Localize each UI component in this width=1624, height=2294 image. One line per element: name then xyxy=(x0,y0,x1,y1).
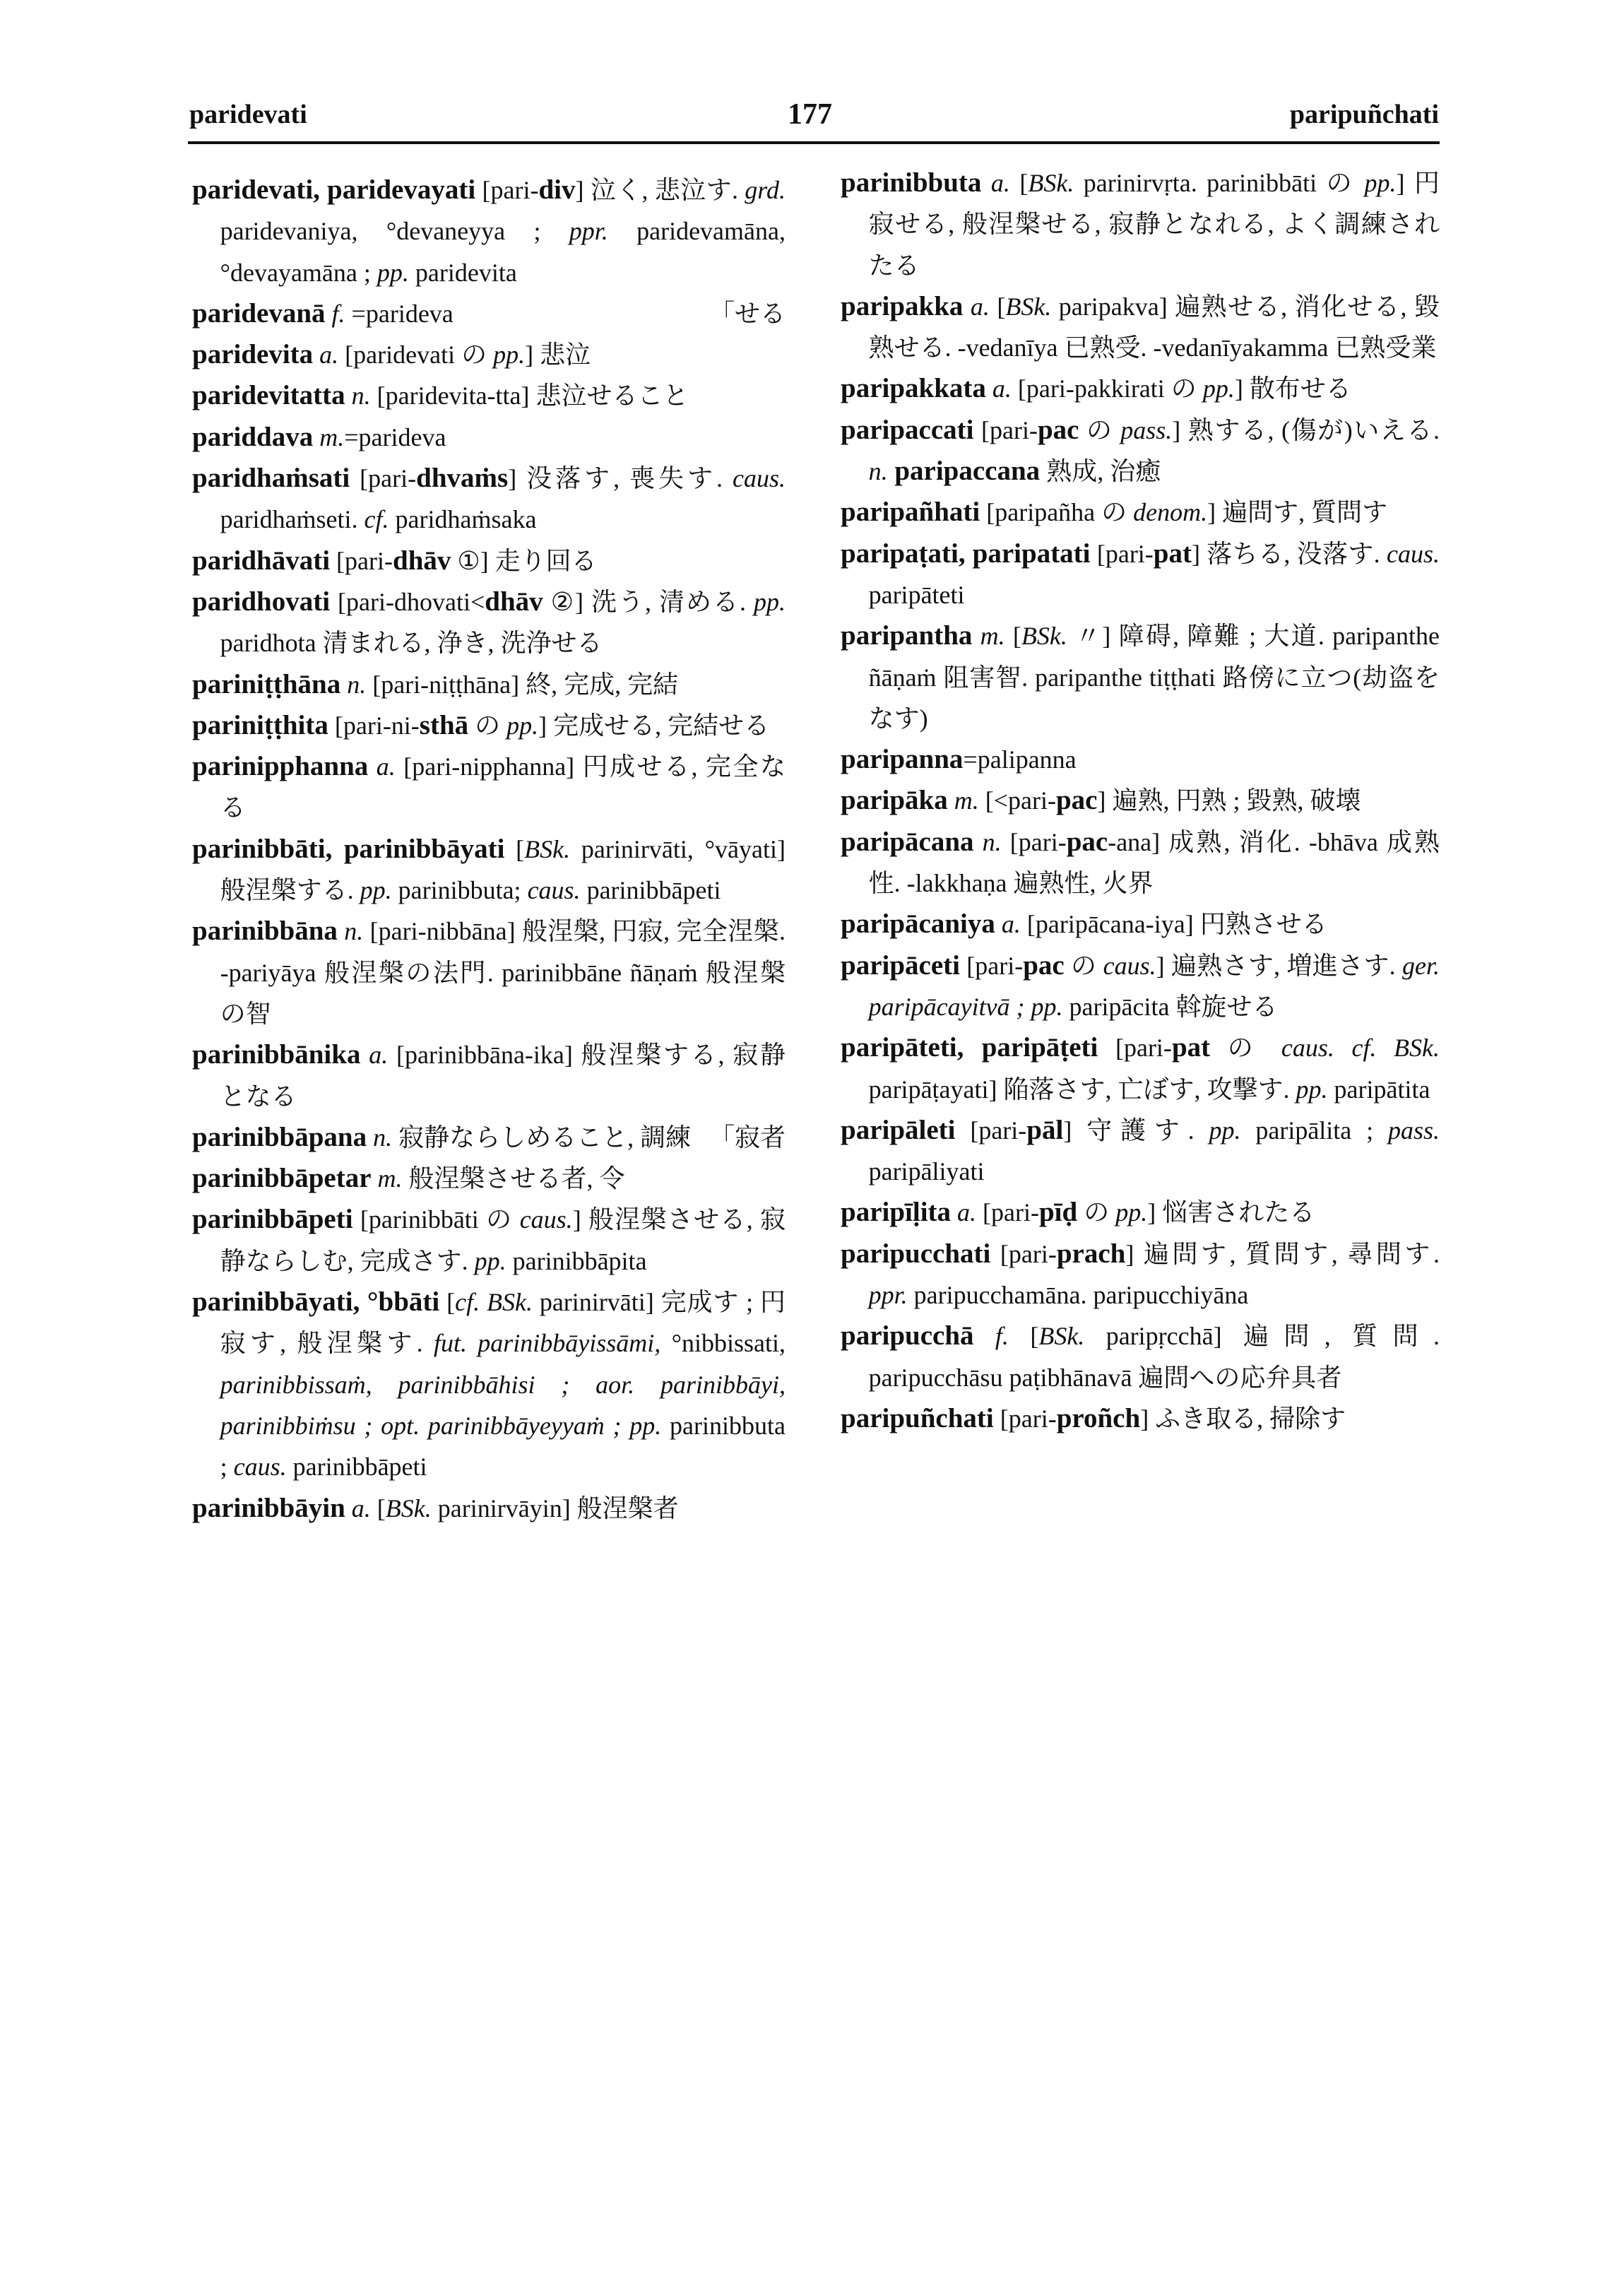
definition-text: ①] 走り回る xyxy=(451,546,597,575)
dictionary-entry xyxy=(192,1282,786,1487)
grammar-abbrev: ppr. xyxy=(569,217,608,246)
definition-text: ] 遍問す, 質問す, 尋問す. xyxy=(1125,1239,1440,1268)
headword: dhāv xyxy=(393,545,451,576)
definition-text: paripācita 斡旋せる xyxy=(1062,992,1278,1021)
headword: prach xyxy=(1056,1238,1126,1269)
dictionary-entry xyxy=(841,1398,1440,1439)
dictionary-entry xyxy=(841,533,1440,616)
definition-text: [paridevati の xyxy=(338,341,494,369)
grammar-abbrev: BSk. xyxy=(524,834,571,863)
definition-text: [ xyxy=(1004,622,1021,651)
dictionary-entry xyxy=(841,739,1440,780)
definition-text: ] 般涅槃させる, 寂静ならしむ, 完成さす. xyxy=(220,1205,786,1275)
dictionary-entry xyxy=(192,746,786,829)
dictionary-entry xyxy=(192,417,786,458)
definition-text: parinibbāpita xyxy=(506,1246,647,1275)
header-rule xyxy=(188,141,1440,144)
headword: paripaccati xyxy=(841,414,974,445)
definition-text: paridevita xyxy=(408,258,517,287)
grammar-abbrev: a. xyxy=(368,752,396,781)
definition-text: parinirvāyin] 般涅槃者 xyxy=(431,1494,679,1523)
definition-text: 般涅槃させる者, 令 xyxy=(402,1164,625,1193)
grammar-abbrev: pp. xyxy=(493,341,526,369)
grammar-abbrev: caus. xyxy=(519,1205,573,1234)
definition-text: paripāliyati xyxy=(868,1157,985,1186)
definition-text: [pari- xyxy=(955,1116,1027,1145)
grammar-abbrev: cf. xyxy=(364,505,389,534)
definition-text: [pari- xyxy=(1098,1034,1172,1063)
grammar-abbrev: pp. xyxy=(474,1246,506,1275)
definition-text: paripakva] 遍熟せる, 消化せる, 毀熟せる. -vedanīya 已熟受. -vedanīyakamma 已熟受業 xyxy=(868,292,1440,362)
definition-text: [ xyxy=(439,1288,456,1317)
definition-text: paripātita xyxy=(1327,1075,1430,1104)
definition-text: paripucchamāna. paripucchiyāna xyxy=(907,1281,1249,1310)
grammar-abbrev: fut. parinibbāyissāmi, xyxy=(433,1329,661,1358)
dictionary-entry xyxy=(192,1488,786,1529)
definition-text: parinirvāti] 完成す ; 円寂す, 般涅槃す. xyxy=(220,1288,786,1358)
grammar-abbrev: n. xyxy=(367,1123,393,1152)
definition-text: -ana] 成熟, 消化. -bhāva 成熟性. -lakkhaṇa 遍熟性, 火界 xyxy=(868,827,1440,898)
headword: div xyxy=(538,175,576,205)
dictionary-entry xyxy=(192,664,786,705)
grammar-abbrev: m. xyxy=(972,622,1005,651)
headword: paripuñchati xyxy=(841,1402,994,1433)
dictionary-entry xyxy=(841,1234,1440,1316)
grammar-abbrev: m. xyxy=(313,422,345,451)
definition-text: [ xyxy=(989,292,1006,321)
dictionary-entry xyxy=(192,911,786,1034)
dictionary-entry xyxy=(841,904,1440,945)
grammar-abbrev: cf. BSk. xyxy=(455,1288,533,1317)
headword: parinibbāyati, °bbāti xyxy=(192,1287,440,1318)
headword: paridevitatta xyxy=(192,380,345,411)
definition-text: [pari- xyxy=(959,951,1024,980)
dictionary-entry xyxy=(841,492,1440,533)
dictionary-entry xyxy=(841,1192,1440,1233)
definition-text: の xyxy=(468,711,507,740)
grammar-abbrev: a. xyxy=(985,374,1012,403)
grammar-abbrev: BSk. xyxy=(385,1494,432,1523)
definition-text: [ xyxy=(1009,169,1029,197)
headword: paripāka xyxy=(841,785,948,816)
headword: paripakka xyxy=(841,290,964,321)
headword: paridevita xyxy=(192,339,314,370)
grammar-abbrev: pp. xyxy=(1296,1075,1328,1104)
definition-text: °nibbissati, xyxy=(660,1329,786,1358)
dictionary-entry xyxy=(192,334,786,375)
headword: pat xyxy=(1153,538,1192,569)
definition-text: parinirvṛta. parinibbāti の xyxy=(1074,169,1365,197)
headword: paripācaniya xyxy=(841,909,995,940)
definition-text: ] 散布せる xyxy=(1234,374,1351,403)
definition-text: ] 落ちる, 没落す. xyxy=(1191,539,1387,568)
definition-text: [pari-dhovati< xyxy=(330,587,485,616)
dictionary-entry xyxy=(192,1199,786,1282)
headword: paripāteti, paripāṭeti xyxy=(841,1032,1098,1063)
definition-text: =palipanna xyxy=(963,745,1077,774)
definition-text: paridhaṁseti. xyxy=(220,505,364,534)
grammar-abbrev: n. xyxy=(868,457,888,486)
definition-text: [pari-nibbāna] 般涅槃, 円寂, 完全涅槃. -pariyāya 般涅槃の法門. parinibbāne ñāṇaṁ 般涅槃の智 xyxy=(220,917,786,1028)
grammar-abbrev: BSk. xyxy=(1038,1322,1085,1351)
dictionary-entry xyxy=(841,162,1440,286)
dictionary-entry xyxy=(192,170,786,293)
headword: paripāleti xyxy=(841,1114,956,1145)
definition-text: [pari-nipphanna] 円成せる, 完全なる xyxy=(220,752,786,822)
dictionary-entry xyxy=(192,1034,786,1117)
definition-text: ] 熟する, (傷が)いえる. xyxy=(1172,415,1440,444)
headword: paridhāvati xyxy=(192,545,331,576)
dictionary-entry xyxy=(841,1110,1440,1193)
grammar-abbrev: a. xyxy=(313,341,339,369)
definition-text: [pari-pakkirati の xyxy=(1011,374,1203,403)
definition-text: paridevaniya, °devaneyya ; xyxy=(220,217,569,246)
definition-text: [pari- xyxy=(973,415,1038,444)
dictionary-entry xyxy=(192,458,786,540)
definition-text: [<pari- xyxy=(978,786,1056,815)
headword: pāl xyxy=(1026,1114,1064,1145)
definition-text: 〃] 障碍, 障難 ; 大道. paripanthe ñāṇaṁ 阻害智. paripanthe tiṭṭhati 路傍に立つ(劫盗をなす) xyxy=(868,622,1440,733)
definition-text: parinibbuta ; xyxy=(220,1411,786,1482)
definition-text: =parideva xyxy=(345,299,454,328)
headword: proñch xyxy=(1056,1402,1141,1433)
grammar-abbrev: pass. xyxy=(1120,415,1173,444)
grammar-abbrev: a. xyxy=(345,1494,371,1523)
dictionary-entry xyxy=(192,829,786,911)
grammar-abbrev: f. xyxy=(325,299,345,328)
dictionary-entry xyxy=(192,705,786,746)
headword: paripantha xyxy=(841,620,973,651)
headword: pariddava xyxy=(192,421,314,452)
carryover-fragment: 「せる xyxy=(709,299,786,328)
grammar-abbrev: a. xyxy=(360,1041,389,1070)
headword: pīḍ xyxy=(1038,1197,1078,1228)
headword: dhāv xyxy=(485,586,543,617)
definition-text: [paripācana-iya] 円熟させる xyxy=(1020,910,1327,939)
definition-text: parinirvāti, °vāyati] 般涅槃する. xyxy=(220,834,786,905)
definition-text: [pari-ni- xyxy=(328,711,420,740)
dictionary-entry xyxy=(192,1117,786,1158)
grammar-abbrev: caus. xyxy=(1387,539,1440,568)
dictionary-entry xyxy=(192,1158,786,1199)
grammar-abbrev: caus. xyxy=(733,464,786,493)
grammar-abbrev: caus. xyxy=(527,876,581,905)
definition-text: paridhaṁsaka xyxy=(389,505,537,534)
definition-text: paripālita ; xyxy=(1240,1116,1388,1145)
headword: paripanna xyxy=(841,744,964,775)
grammar-abbrev: ppr. xyxy=(868,1281,908,1310)
headword: parinibbāpetar xyxy=(192,1163,372,1194)
grammar-abbrev: m. xyxy=(947,786,979,815)
headword: parinibbuta xyxy=(841,167,982,198)
grammar-abbrev: a. xyxy=(963,292,990,321)
headword: paripīḷita xyxy=(841,1197,952,1228)
definition-text: [ xyxy=(504,834,525,863)
running-head-left: paridevati xyxy=(189,100,307,129)
dictionary-entry xyxy=(841,945,1440,1028)
definition-text: [pari- xyxy=(990,1239,1057,1268)
definition-text: [pari- xyxy=(350,464,417,493)
definition-text: [parinibbāna-ika] 般涅槃する, 寂静となる xyxy=(220,1041,786,1111)
grammar-abbrev: caus. cf. BSk. xyxy=(1281,1034,1440,1063)
definition-text: ②] 洗う, 清める. xyxy=(543,587,754,616)
definition-text: [ xyxy=(1008,1322,1039,1351)
grammar-abbrev: denom. xyxy=(1133,498,1208,527)
definition-text: ] 守護す. xyxy=(1063,1116,1209,1145)
headword: paridevanā xyxy=(192,297,326,329)
headword: parinibbānika xyxy=(192,1039,361,1070)
headword: dhvaṁs xyxy=(416,463,509,494)
grammar-abbrev: n. xyxy=(337,917,364,946)
definition-text: 熟成, 治癒 xyxy=(1040,457,1161,486)
headword: parinibbāna xyxy=(192,916,338,947)
definition-text: 寂静ならしめること, 調練 xyxy=(392,1123,692,1152)
dictionary-entry xyxy=(841,822,1440,904)
grammar-abbrev: ger. paripācayitvā ; pp. xyxy=(868,951,1440,1021)
carryover-fragment: 「寂者 xyxy=(709,1123,786,1152)
running-head-right: paripuñchati xyxy=(1289,100,1439,129)
grammar-abbrev: pass. xyxy=(1387,1116,1440,1145)
grammar-abbrev: pp. xyxy=(377,258,409,287)
headword: paripāceti xyxy=(841,950,960,981)
definition-text: parinibbuta; xyxy=(391,876,528,905)
definition-text: の xyxy=(1079,415,1121,444)
headword: pac xyxy=(1037,414,1079,445)
grammar-abbrev: n. xyxy=(340,670,367,699)
definition-text: [pari- xyxy=(993,1404,1057,1433)
headword: pariniṭṭhāna xyxy=(192,668,341,699)
definition-text: ] 没落す, 喪失す. xyxy=(508,464,733,493)
grammar-abbrev: pp. xyxy=(360,876,392,905)
definition-text: parinibbāpeti xyxy=(580,876,721,905)
grammar-abbrev: BSk. xyxy=(1028,169,1074,197)
definition-text: ] 遍問す, 質問す xyxy=(1207,498,1388,527)
grammar-abbrev: a. xyxy=(981,169,1010,197)
headword: paripācana xyxy=(841,826,974,857)
definition-text: ] 悩害されたる xyxy=(1147,1198,1315,1227)
headword: pac xyxy=(1066,826,1108,857)
grammar-abbrev: BSk. xyxy=(1005,292,1052,321)
definition-text: paripāṭayati] 陥落さす, 亡ぼす, 攻撃す. xyxy=(868,1075,1296,1104)
headword: paripaccana xyxy=(887,456,1041,487)
dictionary-entry xyxy=(841,368,1440,409)
definition-text: ] 悲泣 xyxy=(525,341,591,369)
definition-text: の xyxy=(1210,1034,1281,1063)
dictionary-entry xyxy=(192,540,786,581)
grammar-abbrev: a. xyxy=(951,1198,977,1227)
headword: parinibbāpana xyxy=(192,1121,367,1152)
headword: pariniṭṭhita xyxy=(192,709,328,740)
definition-text: ] 遍熟, 円熟 ; 毀熟, 破壊 xyxy=(1097,786,1361,815)
grammar-abbrev: pp. xyxy=(1364,169,1397,197)
dictionary-entry xyxy=(841,615,1440,739)
definition-text: の xyxy=(1064,951,1103,980)
headword: paridhaṁsati xyxy=(192,463,350,494)
headword: parinibbāpeti xyxy=(192,1204,353,1235)
dictionary-entry xyxy=(841,1027,1440,1110)
grammar-abbrev: f. xyxy=(973,1322,1009,1351)
dictionary-entry xyxy=(192,375,786,416)
definition-text: paridhota 清まれる, 浄き, 洗浄せる xyxy=(220,629,603,658)
definition-text: ] 円寂せる, 般涅槃せる, 寂静となれる, よく調練されたる xyxy=(868,169,1440,280)
page-number: 177 xyxy=(788,98,832,131)
right-column xyxy=(841,162,1440,1439)
definition-text: [pari-niṭṭhāna] 終, 完成, 完結 xyxy=(366,670,679,699)
headword: paripucchā xyxy=(841,1320,974,1352)
definition-text: [ xyxy=(370,1494,386,1523)
definition-text: [paripañha の xyxy=(980,498,1134,527)
definition-text: paripṛcchā] 遍問, 質問. paripucchāsu paṭibhānavā 遍問への応弁具者 xyxy=(868,1322,1440,1392)
headword: paripaṭati, paripatati xyxy=(841,538,1091,569)
headword: pat xyxy=(1171,1032,1211,1063)
dictionary-entry xyxy=(841,410,1440,492)
grammar-abbrev: parinibbissaṁ, parinibbāhisi ; aor. parinibbāyi, parinibbiṁsu ; opt. parinibbāyeyyaṁ ; pp. xyxy=(220,1370,786,1440)
definition-text: の xyxy=(1077,1198,1116,1227)
grammar-abbrev: pp. xyxy=(1209,1116,1241,1145)
grammar-abbrev: pp. xyxy=(506,711,539,740)
definition-text: paridevamāna, °devayamāna ; xyxy=(220,217,786,287)
definition-text: [pari- xyxy=(1090,539,1154,568)
headword: sthā xyxy=(419,709,469,740)
definition-text: ] 遍熟さす, 増進さす. xyxy=(1156,951,1402,980)
grammar-abbrev: pp. xyxy=(1202,374,1235,403)
definition-text: [pari- xyxy=(475,176,539,204)
headword: paripañhati xyxy=(841,497,980,528)
grammar-abbrev: caus. xyxy=(1103,951,1156,980)
definition-text: parinibbāpeti xyxy=(286,1453,427,1482)
grammar-abbrev: n. xyxy=(345,382,371,410)
definition-text: [pari- xyxy=(976,1198,1039,1227)
definition-text: ] 完成せる, 完結せる xyxy=(538,711,770,740)
definition-text: [pari- xyxy=(330,546,393,575)
grammar-abbrev: pp. xyxy=(1115,1198,1148,1227)
grammar-abbrev: m. xyxy=(371,1164,403,1193)
headword: paripakkata xyxy=(841,373,986,404)
grammar-abbrev: caus. xyxy=(233,1453,287,1482)
dictionary-entry xyxy=(192,581,786,664)
dictionary-entry xyxy=(841,780,1440,821)
headword: parinibbāyin xyxy=(192,1492,345,1523)
grammar-abbrev: pp. xyxy=(754,587,786,616)
left-column xyxy=(192,170,786,1529)
dictionary-entry xyxy=(192,293,786,334)
headword: paridhovati xyxy=(192,586,331,617)
definition-text: ] 泣く, 悲泣す. xyxy=(575,176,745,204)
definition-text: paripāteti xyxy=(868,580,965,609)
headword: paripucchati xyxy=(841,1238,991,1269)
definition-text: [pari- xyxy=(1001,827,1067,856)
grammar-abbrev: grd. xyxy=(745,176,786,204)
headword: pac xyxy=(1055,785,1098,816)
definition-text: [parinibbāti の xyxy=(352,1205,520,1234)
headword: paridevati, paridevayati xyxy=(192,175,476,205)
definition-text: ] ふき取る, 掃除す xyxy=(1140,1404,1346,1433)
headword: pac xyxy=(1023,950,1065,981)
definition-text: [paridevita-tta] 悲泣せること xyxy=(370,382,689,410)
definition-text: =parideva xyxy=(344,422,446,451)
headword: parinipphanna xyxy=(192,751,369,782)
grammar-abbrev: n. xyxy=(973,827,1002,856)
grammar-abbrev: a. xyxy=(995,910,1021,939)
grammar-abbrev: BSk. xyxy=(1021,622,1067,651)
dictionary-entry xyxy=(841,1315,1440,1398)
headword: parinibbāti, parinibbāyati xyxy=(192,833,505,864)
dictionary-entry xyxy=(841,286,1440,369)
